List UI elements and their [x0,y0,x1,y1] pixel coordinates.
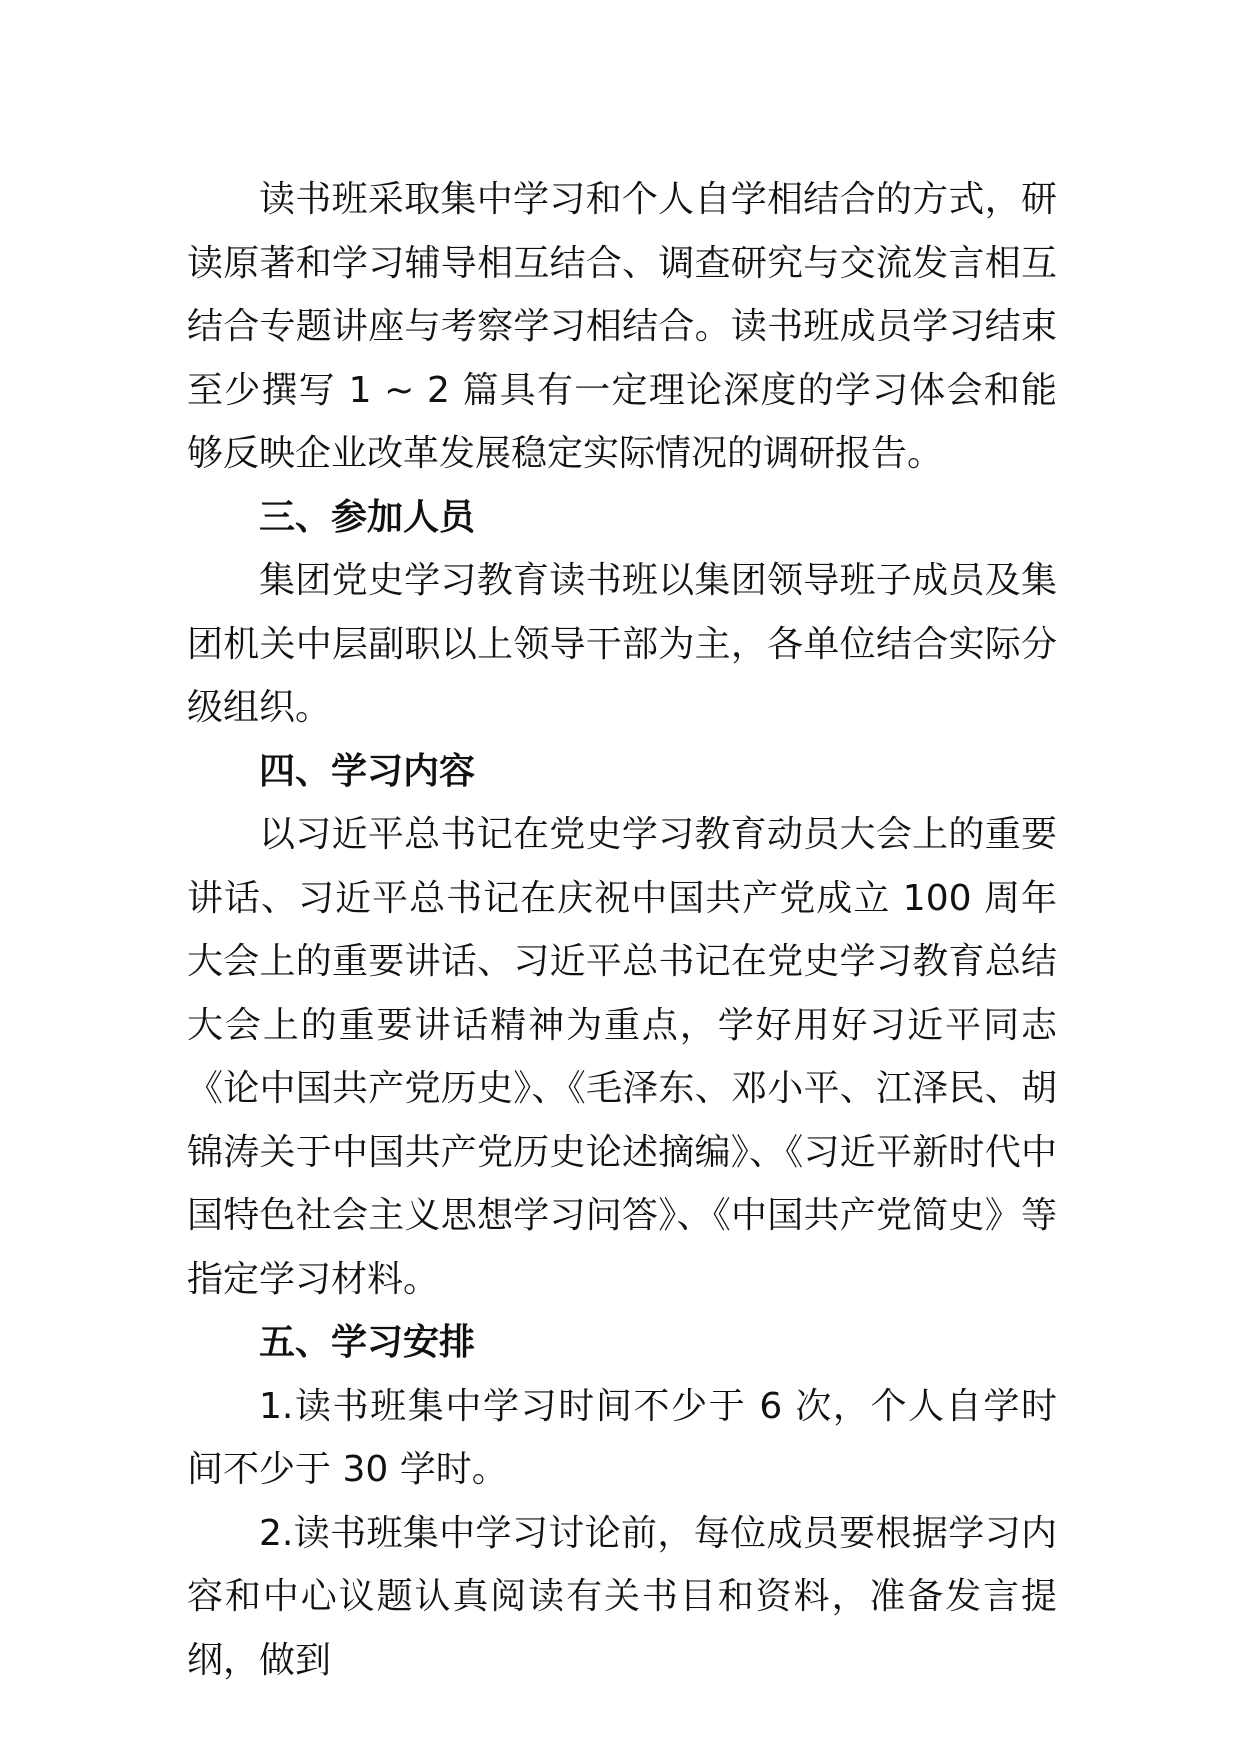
paragraph-study-content: 以习近平总书记在党史学习教育动员大会上的重要讲话、习近平总书记在庆祝中国共产党成立 100 周年大会上的重要讲话、习近平总书记在党史学习教育总结大会上的重要讲话精神为重点，学好用好习近平同志《论中国共产党历史》、《毛泽东、邓小平、江泽民、胡锦涛关于中国共产党历史论述摘编》、《习近平新时代中国特色社会主义思想学习问答》、《中国共产党简史》等指定学习材料。 [187,814,1057,1300]
arrangement-item-1: 1.读书班集中学习时间不少于 6 次，个人自学时间不少于 30 学时。 [187,1385,1057,1490]
section-heading-study-arrangement: 五、学习安排 [259,1322,476,1363]
arrangement-item-2: 2.读书班集中学习讨论前，每位成员要根据学习内容和中心议题认真阅读有关书目和资料，准备发言提纲，做到 [187,1512,1057,1681]
section-heading-participants: 三、参加人员 [259,496,476,538]
paragraph-participants: 集团党史学习教育读书班以集团领导班子成员及集团机关中层副职以上领导干部为主，各单位结合实际分级组织。 [187,560,1057,728]
document-body [187,168,1057,1692]
section-heading-study-content: 四、学习内容 [259,750,476,792]
paragraph-study-method: 读书班采取集中学习和个人自学相结合的方式，研读原著和学习辅导相互结合、调查研究与交流发言相互结合专题讲座与考察学习相结合。读书班成员学习结束至少撰写 1 ~ 2 篇具有一定理论深度的学习体会和能够反映企业改革发展稳定实际情况的调研报告。 [187,179,1057,474]
